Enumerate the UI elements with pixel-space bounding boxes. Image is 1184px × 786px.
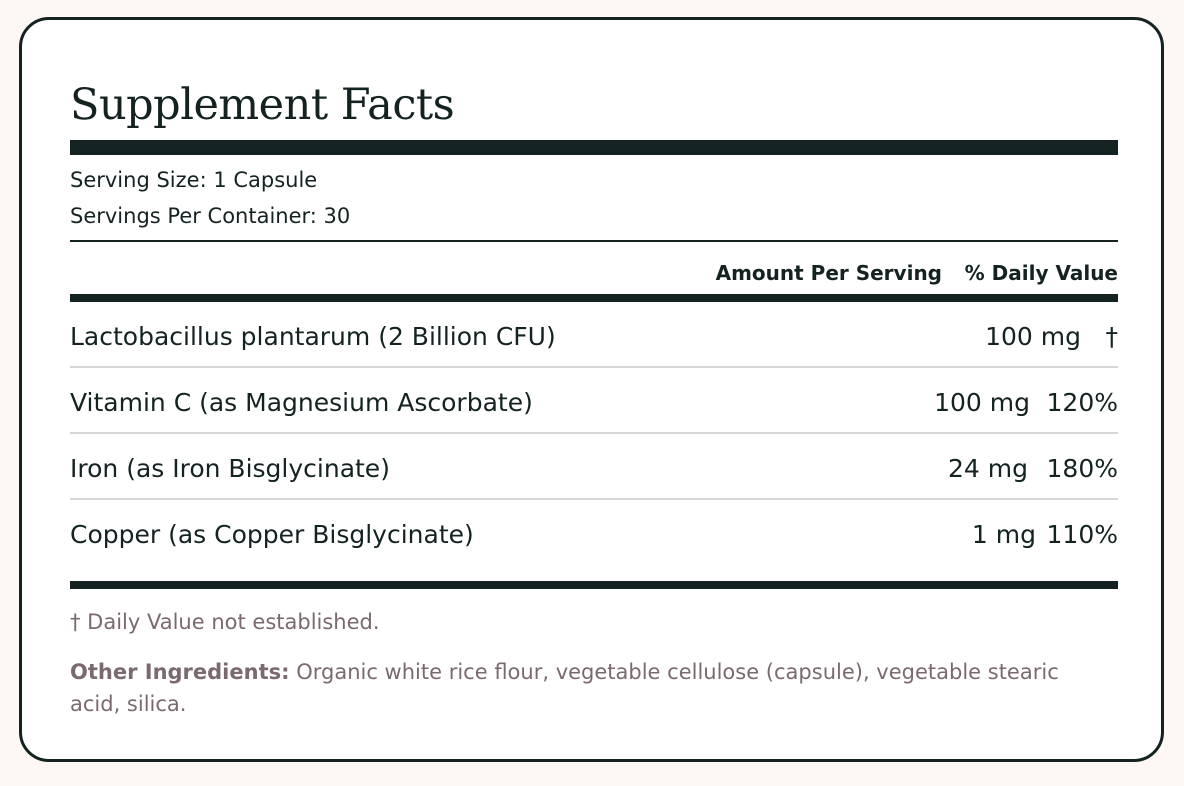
ingredient-name: Copper (as Copper Bisglycinate) (70, 520, 474, 549)
other-ingredients-text: Organic white rice flour, vegetable cellulose (capsule), vegetable stearic acid, silica. (70, 660, 1059, 716)
ingredient-amount: 1 mg (971, 520, 1036, 549)
supplement-facts-card (19, 17, 1164, 762)
ingredient-name: Lactobacillus plantarum (2 Billion CFU) (70, 322, 556, 351)
column-header-daily-value: % Daily Value (964, 261, 1118, 285)
table-row (70, 500, 1118, 566)
title-divider-thick (70, 140, 1118, 155)
table-row (70, 302, 1118, 368)
ingredient-daily-value: † (1105, 322, 1118, 351)
serving-size: Serving Size: 1 Capsule (70, 168, 318, 192)
ingredient-daily-value: 180% (1046, 454, 1118, 483)
other-ingredients (70, 656, 1100, 720)
ingredient-amount: 100 mg (985, 322, 1081, 351)
table-row (70, 368, 1118, 434)
servings-per-container: Servings Per Container: 30 (70, 204, 351, 228)
column-header-amount: Amount Per Serving (715, 261, 942, 285)
serving-divider (70, 240, 1118, 242)
ingredient-daily-value: 120% (1046, 388, 1118, 417)
ingredient-name: Vitamin C (as Magnesium Ascorbate) (70, 388, 533, 417)
other-ingredients-label: Other Ingredients: (70, 660, 290, 684)
ingredient-name: Iron (as Iron Bisglycinate) (70, 454, 390, 483)
ingredient-amount: 100 mg (934, 388, 1030, 417)
ingredient-daily-value: 110% (1046, 520, 1118, 549)
table-bottom-divider (70, 581, 1118, 589)
table-row (70, 434, 1118, 500)
ingredient-amount: 24 mg (948, 454, 1028, 483)
page-title: Supplement Facts (70, 80, 455, 130)
header-divider (70, 294, 1118, 302)
daily-value-footnote: † Daily Value not established. (70, 610, 380, 634)
